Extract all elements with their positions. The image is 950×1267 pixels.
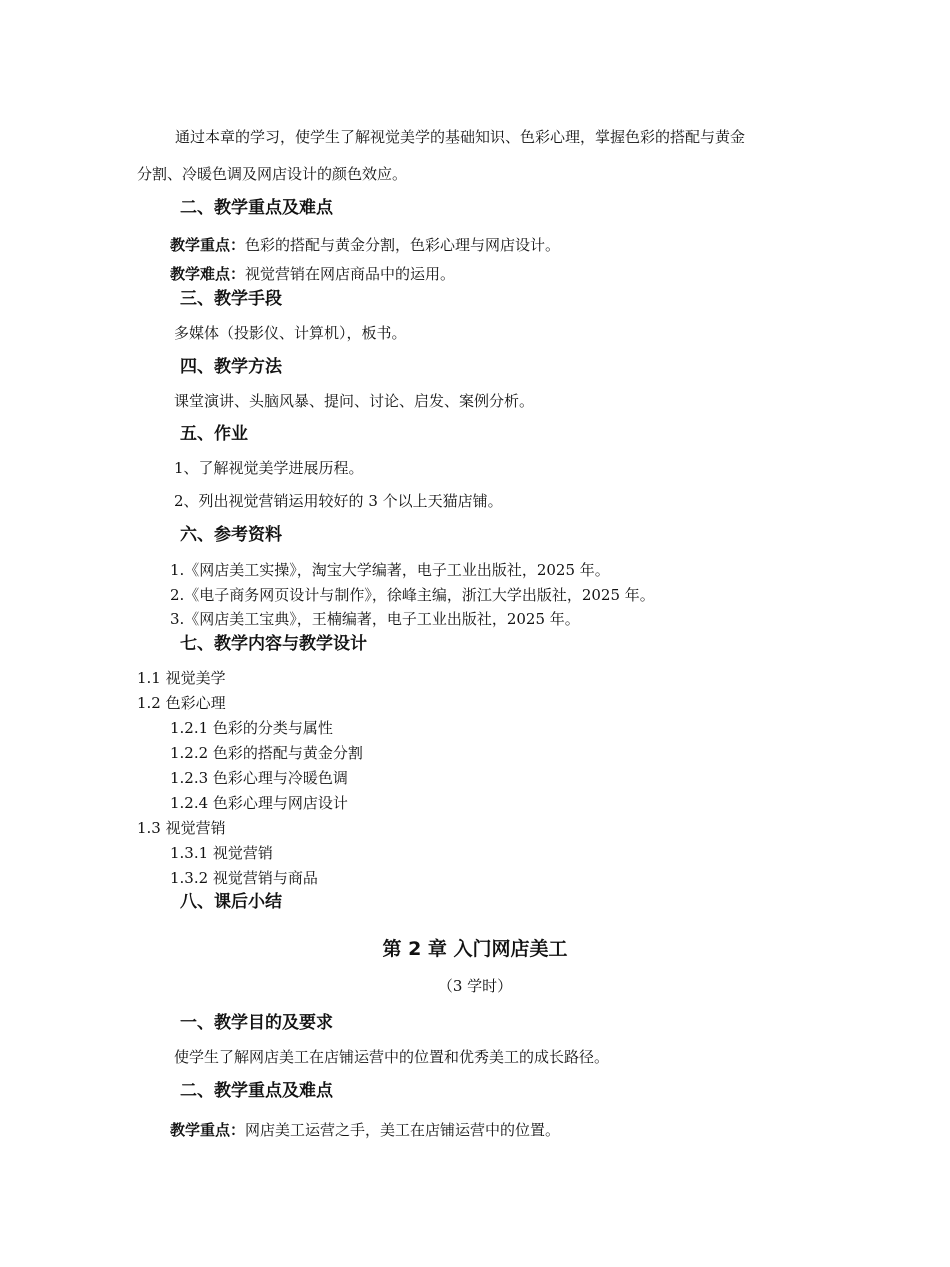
key-points-line	[170, 235, 560, 255]
outline-item: 1.2.2 色彩的搭配与黄金分割	[170, 744, 363, 762]
reference-item-2: 2.《电子商务网页设计与制作》，徐峰主编，浙江大学出版社，2025 年。	[170, 586, 655, 604]
chapter-hours: （3 学时）	[437, 977, 513, 995]
key-points-label: 教学重点：	[170, 236, 246, 254]
chapter-title: 第 2 章 入门网店美工	[382, 938, 568, 960]
reference-item-1: 1.《网店美工实操》，淘宝大学编著，电子工业出版社，2025 年。	[170, 561, 610, 579]
section-heading-summary: 八、课后小结	[180, 892, 282, 912]
difficult-points-label: 教学难点：	[170, 265, 246, 283]
section-heading-objectives: 一、教学目的及要求	[180, 1013, 333, 1033]
section-heading-teaching-methods: 四、教学方法	[180, 357, 282, 377]
difficult-points-line	[170, 264, 455, 284]
section-heading-references: 六、参考资料	[180, 525, 282, 545]
homework-item-1: 1、了解视觉美学进展历程。	[174, 459, 364, 477]
outline-item: 1.2.4 色彩心理与网店设计	[170, 794, 348, 812]
key-points-line-ch2	[170, 1120, 560, 1140]
section-heading-homework: 五、作业	[180, 424, 248, 444]
outline-item: 1.2.1 色彩的分类与属性	[170, 719, 333, 737]
section-heading-key-points: 二、教学重点及难点	[180, 198, 333, 218]
key-points-text-ch2: 网店美工运营之手，美工在店铺运营中的位置。	[245, 1121, 561, 1139]
outline-item: 1.2.3 色彩心理与冷暖色调	[170, 769, 348, 787]
homework-item-2: 2、列出视觉营销运用较好的 3 个以上天猫店铺。	[174, 492, 503, 510]
teaching-means-text: 多媒体（投影仪、计算机），板书。	[174, 324, 407, 342]
key-points-label-ch2: 教学重点：	[170, 1121, 246, 1139]
outline-item: 1.3.2 视觉营销与商品	[170, 869, 318, 887]
outline-item: 1.1 视觉美学	[137, 669, 226, 687]
difficult-points-text: 视觉营销在网店商品中的运用。	[245, 265, 456, 283]
objectives-text: 使学生了解网店美工在店铺运营中的位置和优秀美工的成长路径。	[174, 1048, 610, 1066]
section-heading-key-points-ch2: 二、教学重点及难点	[180, 1081, 333, 1101]
teaching-methods-text: 课堂演讲、头脑风暴、提问、讨论、启发、案例分析。	[174, 392, 535, 410]
key-points-text: 色彩的搭配与黄金分割，色彩心理与网店设计。	[245, 236, 561, 254]
section-heading-teaching-means: 三、教学手段	[180, 289, 282, 309]
outline-item: 1.2 色彩心理	[137, 694, 226, 712]
outline-item: 1.3 视觉营销	[137, 819, 226, 837]
outline-item: 1.3.1 视觉营销	[170, 844, 273, 862]
reference-item-3: 3.《网店美工宝典》，王楠编著，电子工业出版社，2025 年。	[170, 610, 580, 628]
intro-line-2: 分割、冷暖色调及网店设计的颜色效应。	[137, 165, 408, 183]
section-heading-content-design: 七、教学内容与教学设计	[180, 634, 367, 654]
intro-line-1: 通过本章的学习，使学生了解视觉美学的基础知识、色彩心理，掌握色彩的搭配与黄金	[175, 128, 746, 146]
